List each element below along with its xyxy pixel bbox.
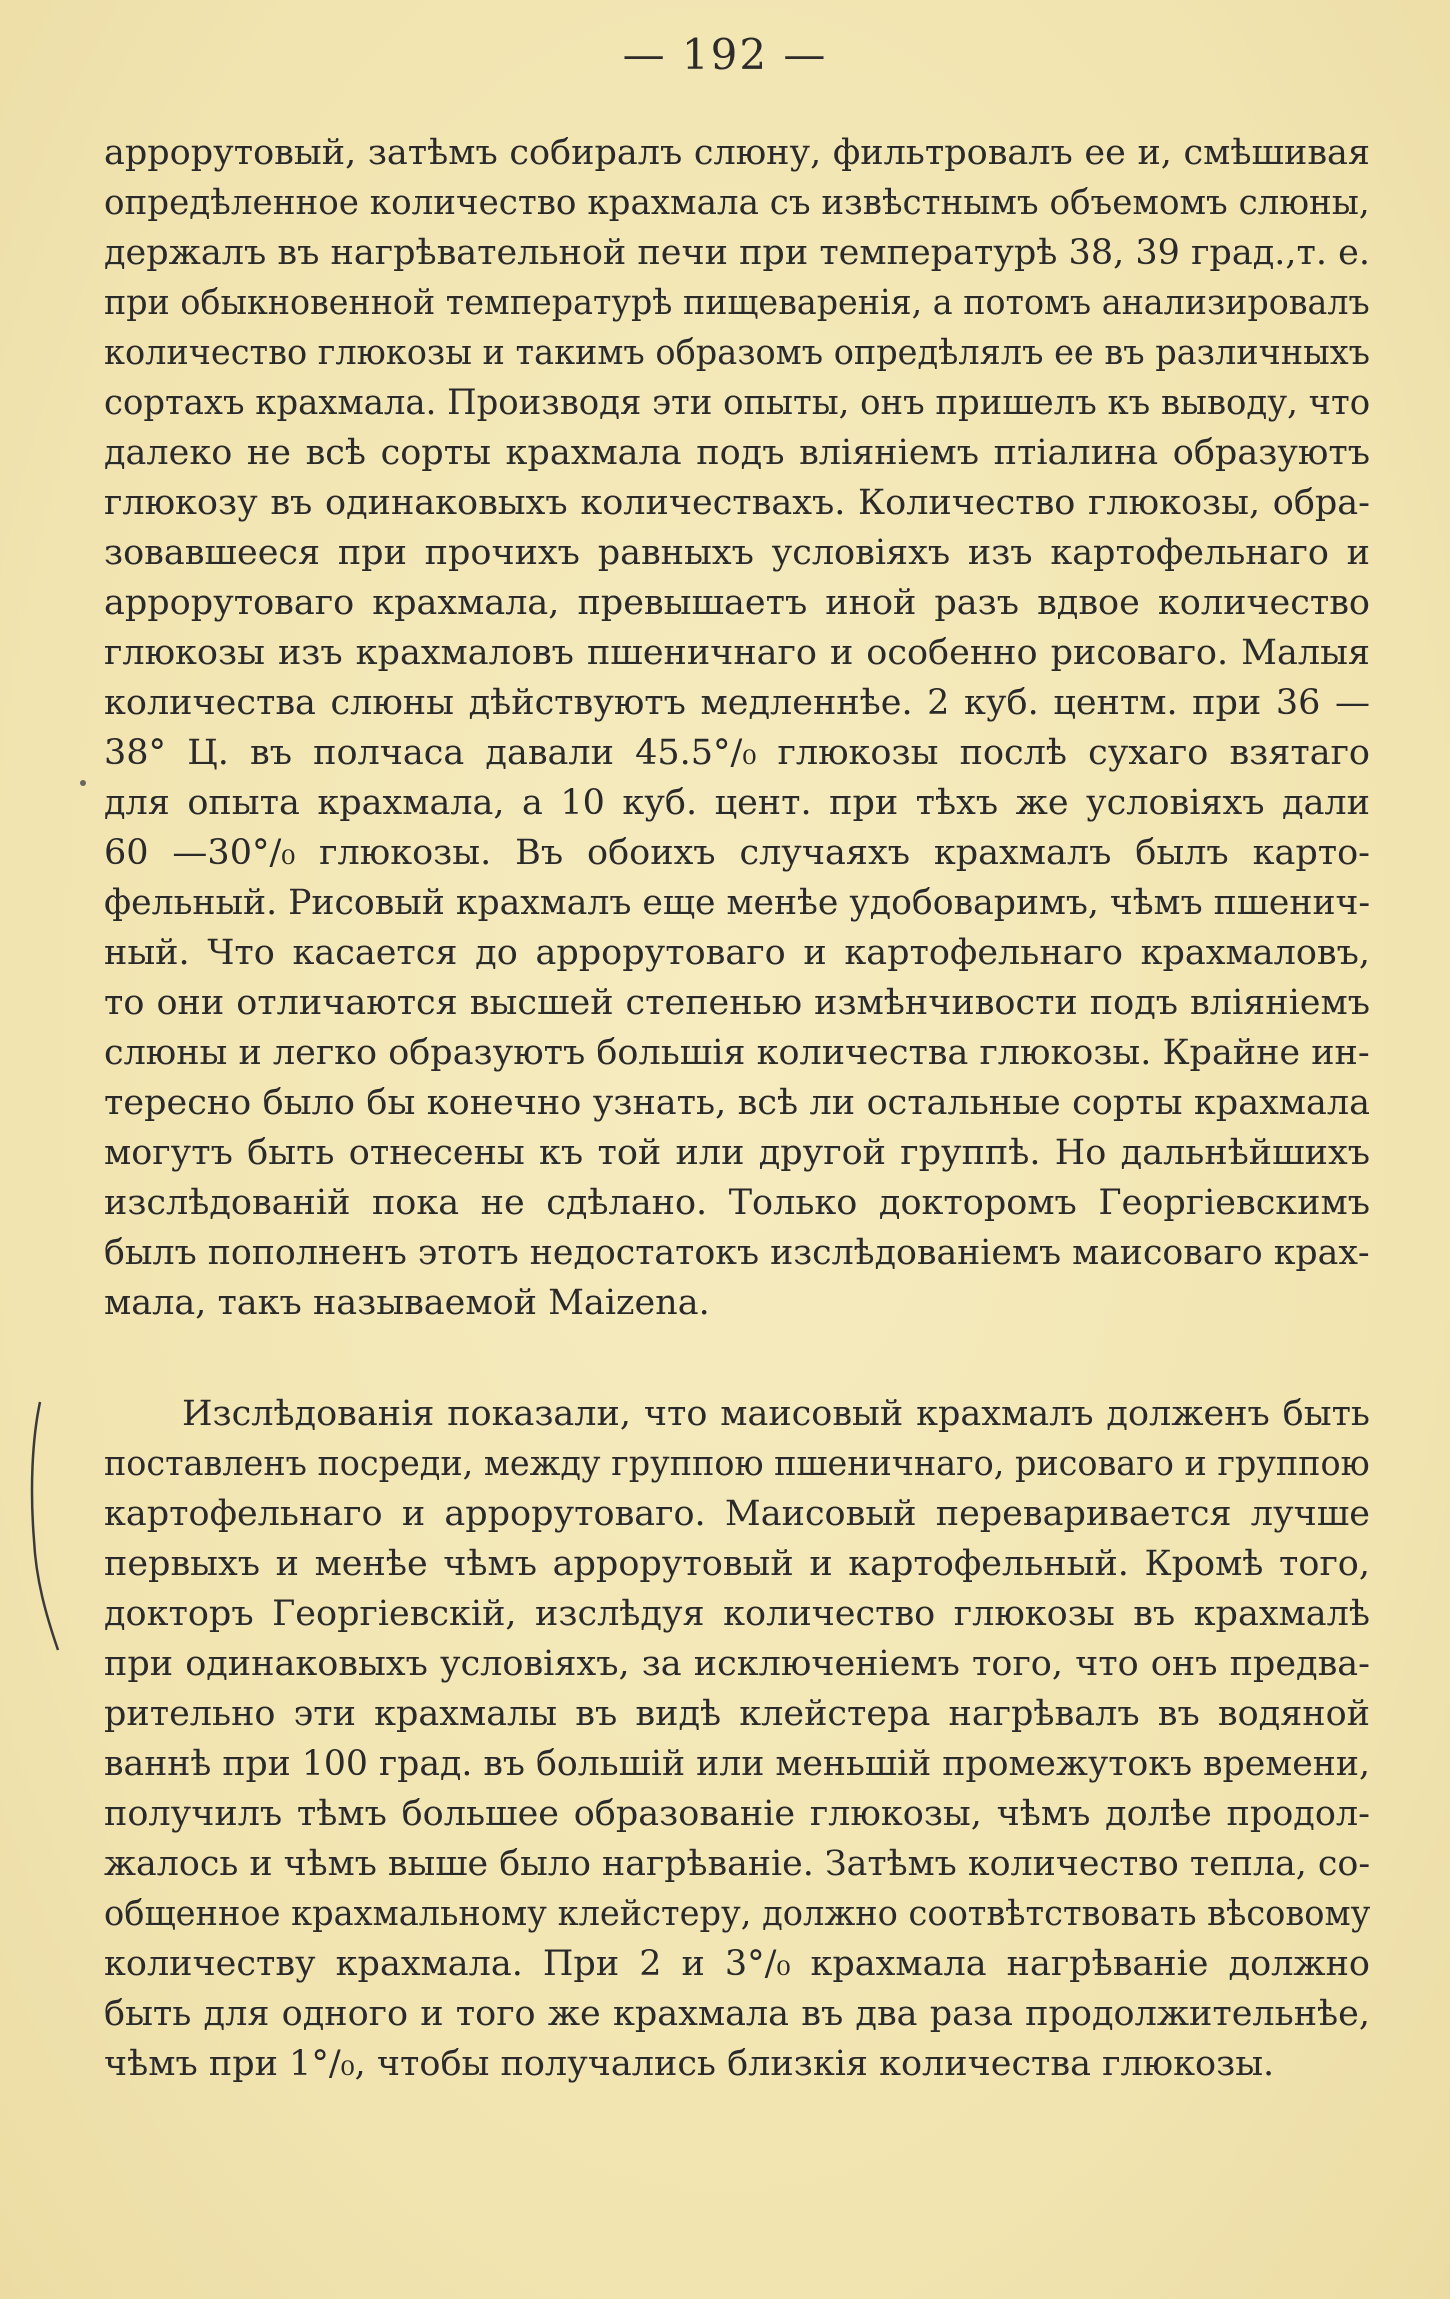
text-line: докторъ Георгіевскій, изслѣдуя количество глюкозы въ крахмалѣ	[104, 1594, 1370, 1634]
text-line: рительно эти крахмалы въ видѣ клейстера нагрѣвалъ въ водяной	[104, 1694, 1370, 1734]
text-line: первыхъ и менѣе чѣмъ аррорутовый и картофельный. Кромѣ того,	[104, 1544, 1370, 1584]
text-line: количество глюкозы и такимъ образомъ опредѣлялъ ее въ различныхъ	[104, 333, 1371, 373]
text-line: далеко не всѣ сорты крахмала подъ вліяніемъ птіалина образуютъ	[104, 433, 1370, 473]
text-line: фельный. Рисовый крахмалъ еще менѣе удобоваримъ, чѣмъ пшенич-	[104, 883, 1371, 923]
text-line: сортахъ крахмала. Производя эти опыты, онъ пришелъ къ выводу, что	[104, 383, 1371, 423]
text-line: тересно было бы конечно узнать, всѣ ли остальные сорты крахмала	[104, 1083, 1370, 1123]
text-line: получилъ тѣмъ большее образованіе глюкозы, чѣмъ долѣе продол-	[104, 1794, 1370, 1834]
text-line: держалъ въ нагрѣвательной печи при температурѣ 38, 39 град.,т. е.	[104, 233, 1370, 273]
text-line: чѣмъ при 1°/₀, чтобы получались близкія количества глюкозы.	[104, 2044, 1275, 2084]
text-line: мала, такъ называемой Maizena.	[104, 1283, 710, 1323]
text-line: поставленъ посреди, между группою пшеничнаго, рисоваго и группою	[104, 1444, 1370, 1484]
text-line: ваннѣ при 100 град. въ большій или меньшій промежутокъ времени,	[104, 1744, 1370, 1784]
text-line: зовавшееся при прочихъ равныхъ условіяхъ изъ картофельнаго и	[104, 533, 1370, 573]
text-line: при обыкновенной температурѣ пищеваренія, а потомъ анализировалъ	[104, 283, 1370, 323]
text-line: могутъ быть отнесены къ той или другой группѣ. Но дальнѣйшихъ	[104, 1133, 1370, 1173]
page-number: — 192 —	[622, 30, 828, 79]
text-line: для опыта крахмала, а 10 куб. цент. при тѣхъ же условіяхъ дали	[104, 783, 1370, 823]
ink-speck	[80, 780, 86, 786]
paragraph-1	[104, 128, 1370, 1328]
text-line: ный. Что касается до аррорутоваго и картофельнаго крахмаловъ,	[104, 933, 1370, 973]
text-line: количеству крахмала. При 2 и 3°/₀ крахмала нагрѣваніе должно	[104, 1944, 1370, 1984]
text-line: общенное крахмальному клейстеру, должно соотвѣтствовать вѣсовому	[104, 1894, 1371, 1934]
text-line: слюны и легко образуютъ большія количества глюкозы. Крайне ин-	[104, 1033, 1370, 1073]
paragraph-2	[104, 1389, 1370, 2089]
text-line: картофельнаго и аррорутоваго. Маисовый переваривается лучше	[104, 1494, 1370, 1534]
text-line: Изслѣдованія показали, что маисовый крахмалъ долженъ быть	[182, 1394, 1370, 1434]
text-line: 60 —30°/₀ глюкозы. Въ обоихъ случаяхъ крахмалъ былъ карто-	[104, 833, 1370, 873]
text-line: опредѣленное количество крахмала съ извѣстнымъ объемомъ слюны,	[104, 183, 1370, 223]
text-line: изслѣдованій пока не сдѣлано. Только докторомъ Георгіевскимъ	[104, 1183, 1370, 1223]
text-line: аррорутоваго крахмала, превышаетъ иной разъ вдвое количество	[104, 583, 1370, 623]
margin-bracket-mark	[18, 1400, 68, 1660]
text-line: былъ пополненъ этотъ недостатокъ изслѣдованіемъ маисоваго крах-	[104, 1233, 1370, 1273]
text-line: быть для одного и того же крахмала въ два раза продолжительнѣе,	[104, 1994, 1370, 2034]
text-line: жалось и чѣмъ выше было нагрѣваніе. Затѣмъ количество тепла, со-	[104, 1844, 1371, 1884]
text-line: глюкозу въ одинаковыхъ количествахъ. Количество глюкозы, обра-	[104, 483, 1370, 523]
text-line: количества слюны дѣйствуютъ медленнѣе. 2 куб. центм. при 36 —	[104, 683, 1370, 723]
text-line: то они отличаются высшей степенью измѣнчивости подъ вліяніемъ	[104, 983, 1370, 1023]
text-line: 38° Ц. въ полчаса давали 45.5°/₀ глюкозы послѣ сухаго взятаго	[104, 733, 1370, 773]
text-line: при одинаковыхъ условіяхъ, за исключеніемъ того, что онъ предва-	[104, 1644, 1370, 1684]
text-line: аррорутовый, затѣмъ собиралъ слюну, фильтровалъ ее и, смѣшивая	[104, 133, 1370, 173]
text-line: глюкозы изъ крахмаловъ пшеничнаго и особенно рисоваго. Малыя	[104, 633, 1370, 673]
